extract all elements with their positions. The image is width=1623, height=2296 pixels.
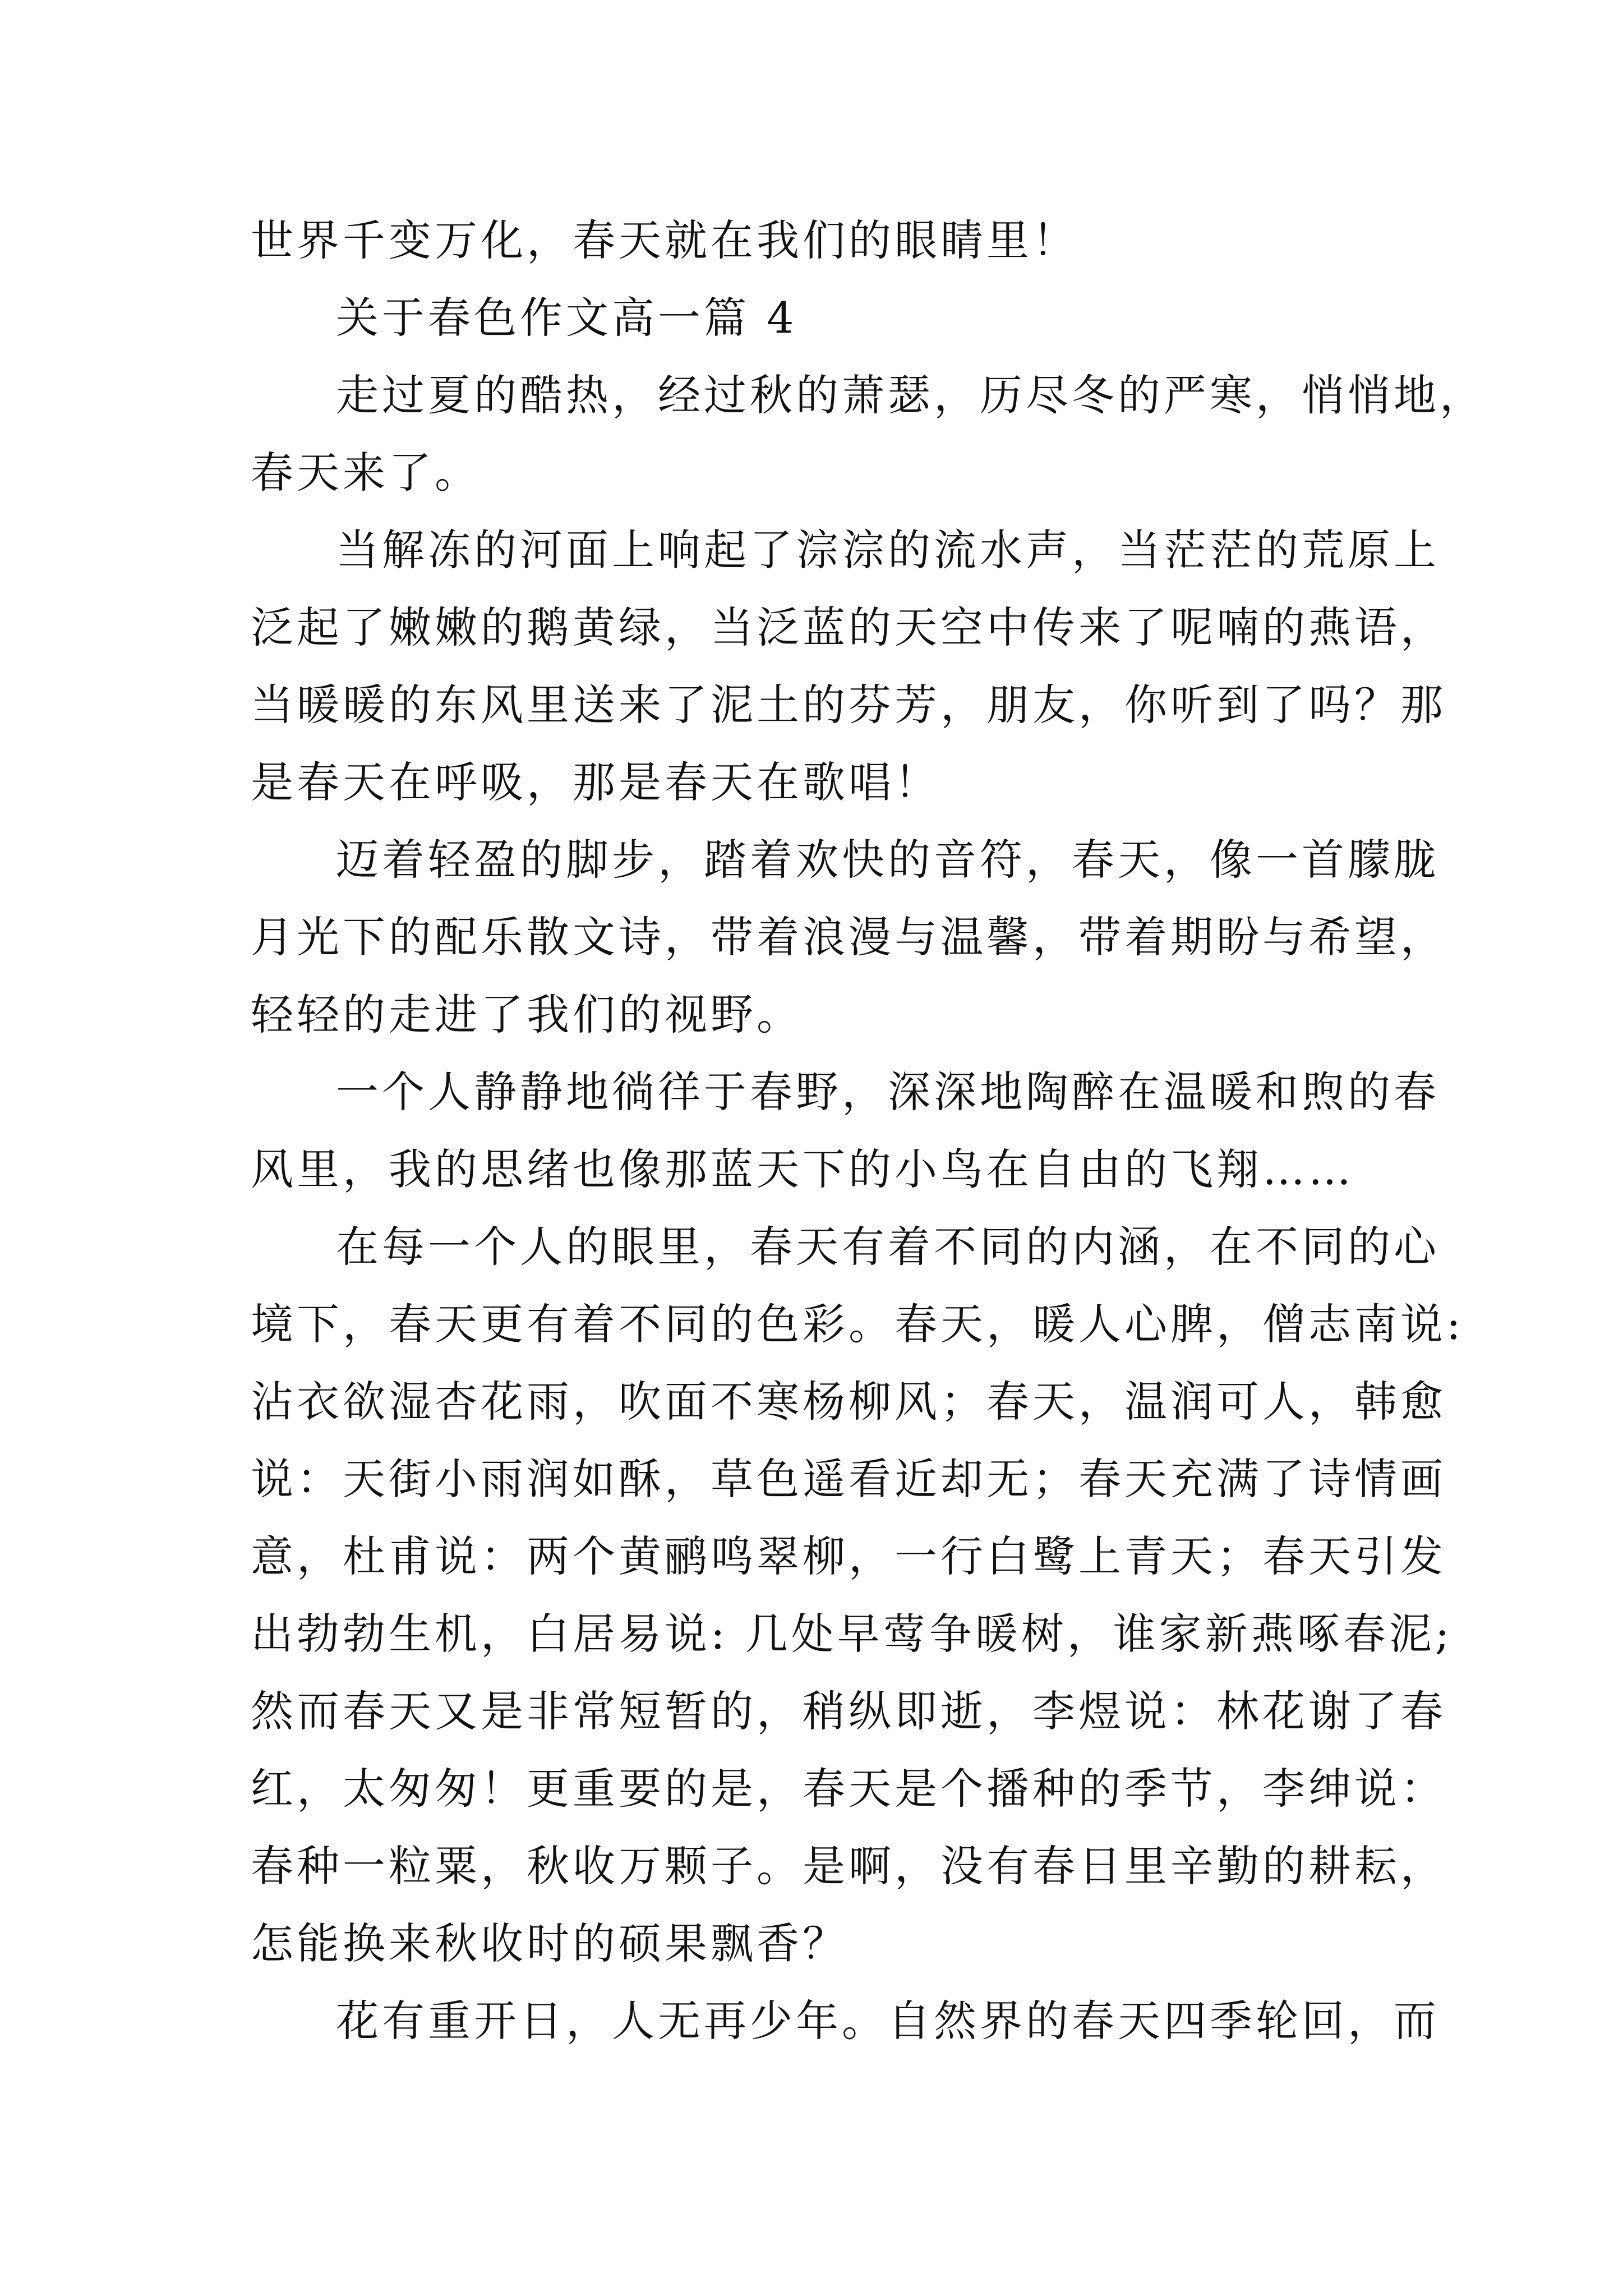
text-line: 是春天在呼吸，那是春天在歌唱！: [251, 757, 940, 807]
text-line: 红，太匆匆！更重要的是，春天是个播种的季节，李绅说：: [251, 1764, 1446, 1814]
essay-body: [251, 202, 1486, 2060]
text-line: 春天来了。: [251, 448, 481, 498]
text-line: 境下，春天更有着不同的色彩。春天，暖人心脾，僧志南说:: [251, 1299, 1464, 1349]
text-line: 沾衣欲湿杏花雨，吹面不寒杨柳风；春天，温润可人，韩愈: [251, 1377, 1446, 1427]
text-line: 说：天街小雨润如酥，草色遥看近却无；春天充满了诗情画: [251, 1454, 1446, 1504]
text-line: 怎能换来秋收时的硕果飘香？: [251, 1918, 849, 1968]
text-line: 意，杜甫说：两个黄鹂鸣翠柳，一行白鹭上青天；春天引发: [251, 1531, 1446, 1581]
text-line: 当暖暖的东风里送来了泥土的芬芳，朋友，你听到了吗？那: [251, 680, 1446, 730]
text-line: 春种一粒粟，秋收万颗子。是啊，没有春日里辛勤的耕耘，: [251, 1841, 1446, 1891]
text-line: 花有重开日，人无再少年。自然界的春天四季轮回，而: [336, 1996, 1440, 2046]
section-heading: 关于春色作文高一篇 4: [336, 293, 797, 343]
text-line: 风里，我的思绪也像那蓝天下的小鸟在自由的飞翔……: [251, 1144, 1354, 1194]
text-line: 出勃勃生机，白居易说: 几处早莺争暖树，谁家新燕啄春泥;: [251, 1609, 1453, 1659]
text-line: 一个人静静地徜徉于春野，深深地陶醉在温暖和煦的春: [336, 1067, 1440, 1117]
text-line: 当解冻的河面上响起了淙淙的流水声，当茫茫的荒原上: [336, 525, 1440, 575]
text-line: 迈着轻盈的脚步，踏着欢快的音符，春天，像一首朦胧: [336, 835, 1440, 885]
text-line: 轻轻的走进了我们的视野。: [251, 990, 803, 1039]
text-line: 在每一个人的眼里，春天有着不同的内涵，在不同的心: [336, 1222, 1440, 1272]
text-line: 泛起了嫩嫩的鹅黄绿，当泛蓝的天空中传来了呢喃的燕语，: [251, 602, 1446, 652]
text-line: 走过夏的酷热，经过秋的萧瑟，历尽冬的严寒，悄悄地，: [336, 370, 1486, 420]
text-line: 然而春天又是非常短暂的，稍纵即逝，李煜说：林花谢了春: [251, 1686, 1446, 1736]
text-line: 月光下的配乐散文诗，带着浪漫与温馨，带着期盼与希望，: [251, 912, 1446, 962]
text-line: 世界千变万化，春天就在我们的眼睛里！: [251, 215, 1078, 265]
